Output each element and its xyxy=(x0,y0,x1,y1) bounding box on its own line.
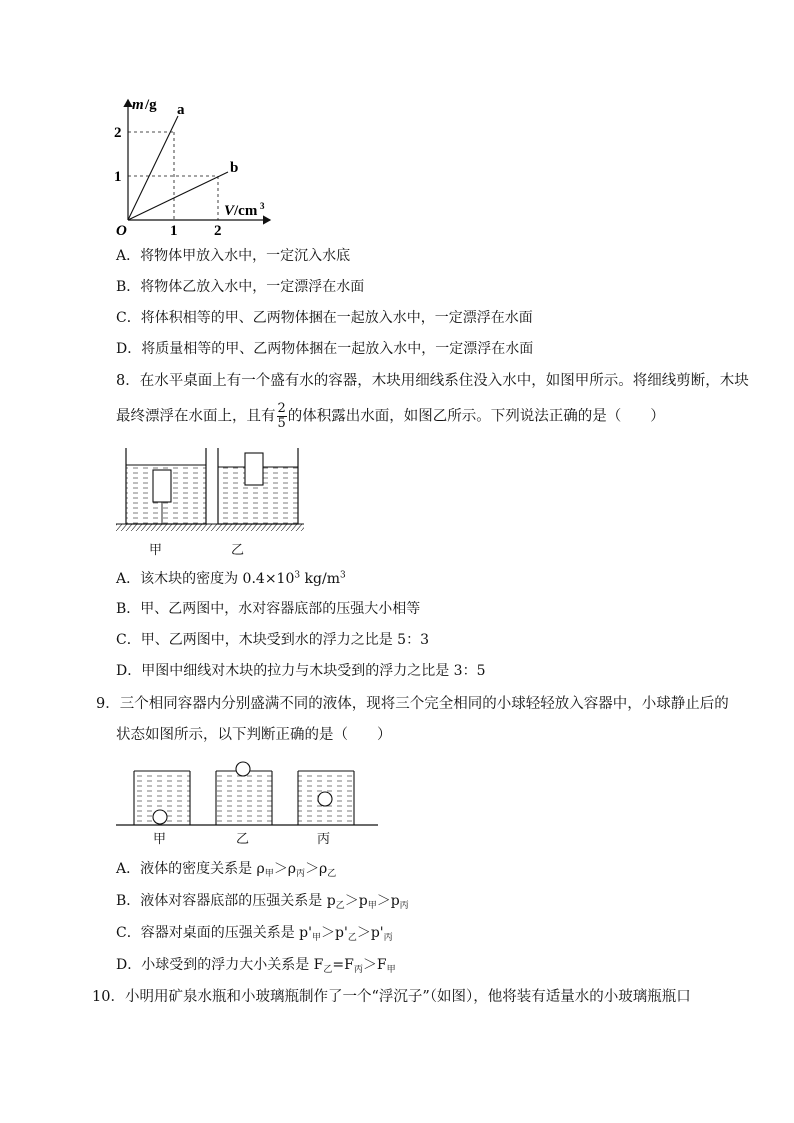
q9-stem-line1: 9．三个相同容器内分别盛满不同的液体，现将三个完全相同的小球轻轻放入容器中，小球静止后的 xyxy=(96,696,729,712)
line-b-label: b xyxy=(230,160,239,176)
q9-label-yi: 乙 xyxy=(236,832,250,847)
x-axis-label-exp: 3 xyxy=(260,201,265,211)
q7-option-a: A．将物体甲放入水中，一定沉入水底 xyxy=(116,248,351,264)
q8-label-jia: 甲 xyxy=(149,543,163,558)
q9-label-jia: 甲 xyxy=(153,832,167,847)
q7-option-d: D．将质量相等的甲、乙两物体捆在一起放入水中，一定漂浮在水面 xyxy=(116,341,534,357)
q8-option-a: A．该木块的密度为 $0.4\times 10^3$ $kg/m^3$ xyxy=(116,570,346,587)
wood-block-yi xyxy=(245,453,263,485)
ball-bing xyxy=(318,792,332,806)
mass-volume-graph xyxy=(110,92,280,242)
y-axis-label-m: m xyxy=(132,97,144,113)
q9-number: 9． xyxy=(96,696,120,712)
y-tick-1: 1 xyxy=(114,169,122,185)
q7-option-b: B．将物体乙放入水中，一定漂浮在水面 xyxy=(116,279,365,295)
q9-container-figure xyxy=(116,758,380,828)
q8-option-c: C．甲、乙两图中，木块受到水的浮力之比是 5：3 xyxy=(116,632,429,648)
y-axis-label-unit: /g xyxy=(145,97,157,113)
q9-label-bing: 丙 xyxy=(317,832,331,847)
two-fifths-fraction: $\frac{2}{5}$ xyxy=(277,401,286,431)
q8-stem-line2: 最终漂浮在水面上，且有 $\frac{2}{5}$ 的体积露出水面，如图乙所示。下列说法正确的是（ ） xyxy=(116,401,665,431)
origin-label: O xyxy=(116,223,127,239)
x-tick-2: 2 xyxy=(214,223,222,239)
q10-number: 10． xyxy=(92,989,125,1005)
x-axis-label-unit: /cm xyxy=(234,203,258,219)
ball-jia xyxy=(153,810,167,824)
q9-option-c: C．容器对桌面的压强关系是 $p'_甲>p'_乙>p'_丙$ xyxy=(116,925,393,943)
wood-block-jia xyxy=(153,470,171,502)
x-tick-1: 1 xyxy=(170,223,178,239)
q8-label-yi: 乙 xyxy=(231,543,245,558)
q7-option-c: C．将体积相等的甲、乙两物体捆在一起放入水中，一定漂浮在水面 xyxy=(116,310,533,326)
q9-option-d: D．小球受到的浮力大小关系是 $F_乙=F_丙>F_甲$ xyxy=(116,957,396,975)
q8-option-b: B．甲、乙两图中，水对容器底部的压强大小相等 xyxy=(116,601,421,617)
q10-stem-line1: 10．小明用矿泉水瓶和小玻璃瓶制作了一个“浮沉子”（如图），他将装有适量水的小玻璃瓶瓶口 xyxy=(92,989,691,1005)
q9-stem-line2: 状态如图所示，以下判断正确的是（ ） xyxy=(116,727,392,743)
q8-stem-line1: 8．在水平桌面上有一个盛有水的容器，木块用细线系住没入水中，如图甲所示。将细线剪断，木块 xyxy=(116,373,749,389)
liquid-yi xyxy=(216,771,272,825)
x-axis-label-v: V xyxy=(224,203,235,219)
q8-number: 8． xyxy=(116,373,140,389)
q8-container-figure xyxy=(112,440,312,536)
q9-option-b: B．液体对容器底部的压强关系是 $p_乙>p_甲>p_丙$ xyxy=(116,893,409,911)
ball-yi xyxy=(236,762,250,776)
line-a-label: a xyxy=(177,102,185,118)
q8-option-d: D．甲图中细线对木块的拉力与木块受到的浮力之比是 3：5 xyxy=(116,663,486,679)
y-tick-2: 2 xyxy=(114,125,122,141)
q9-option-a: A．液体的密度关系是 $\rho_甲>\rho_丙>\rho_乙$ xyxy=(116,861,337,879)
line-b xyxy=(128,172,228,220)
ground-hatching xyxy=(116,524,304,531)
